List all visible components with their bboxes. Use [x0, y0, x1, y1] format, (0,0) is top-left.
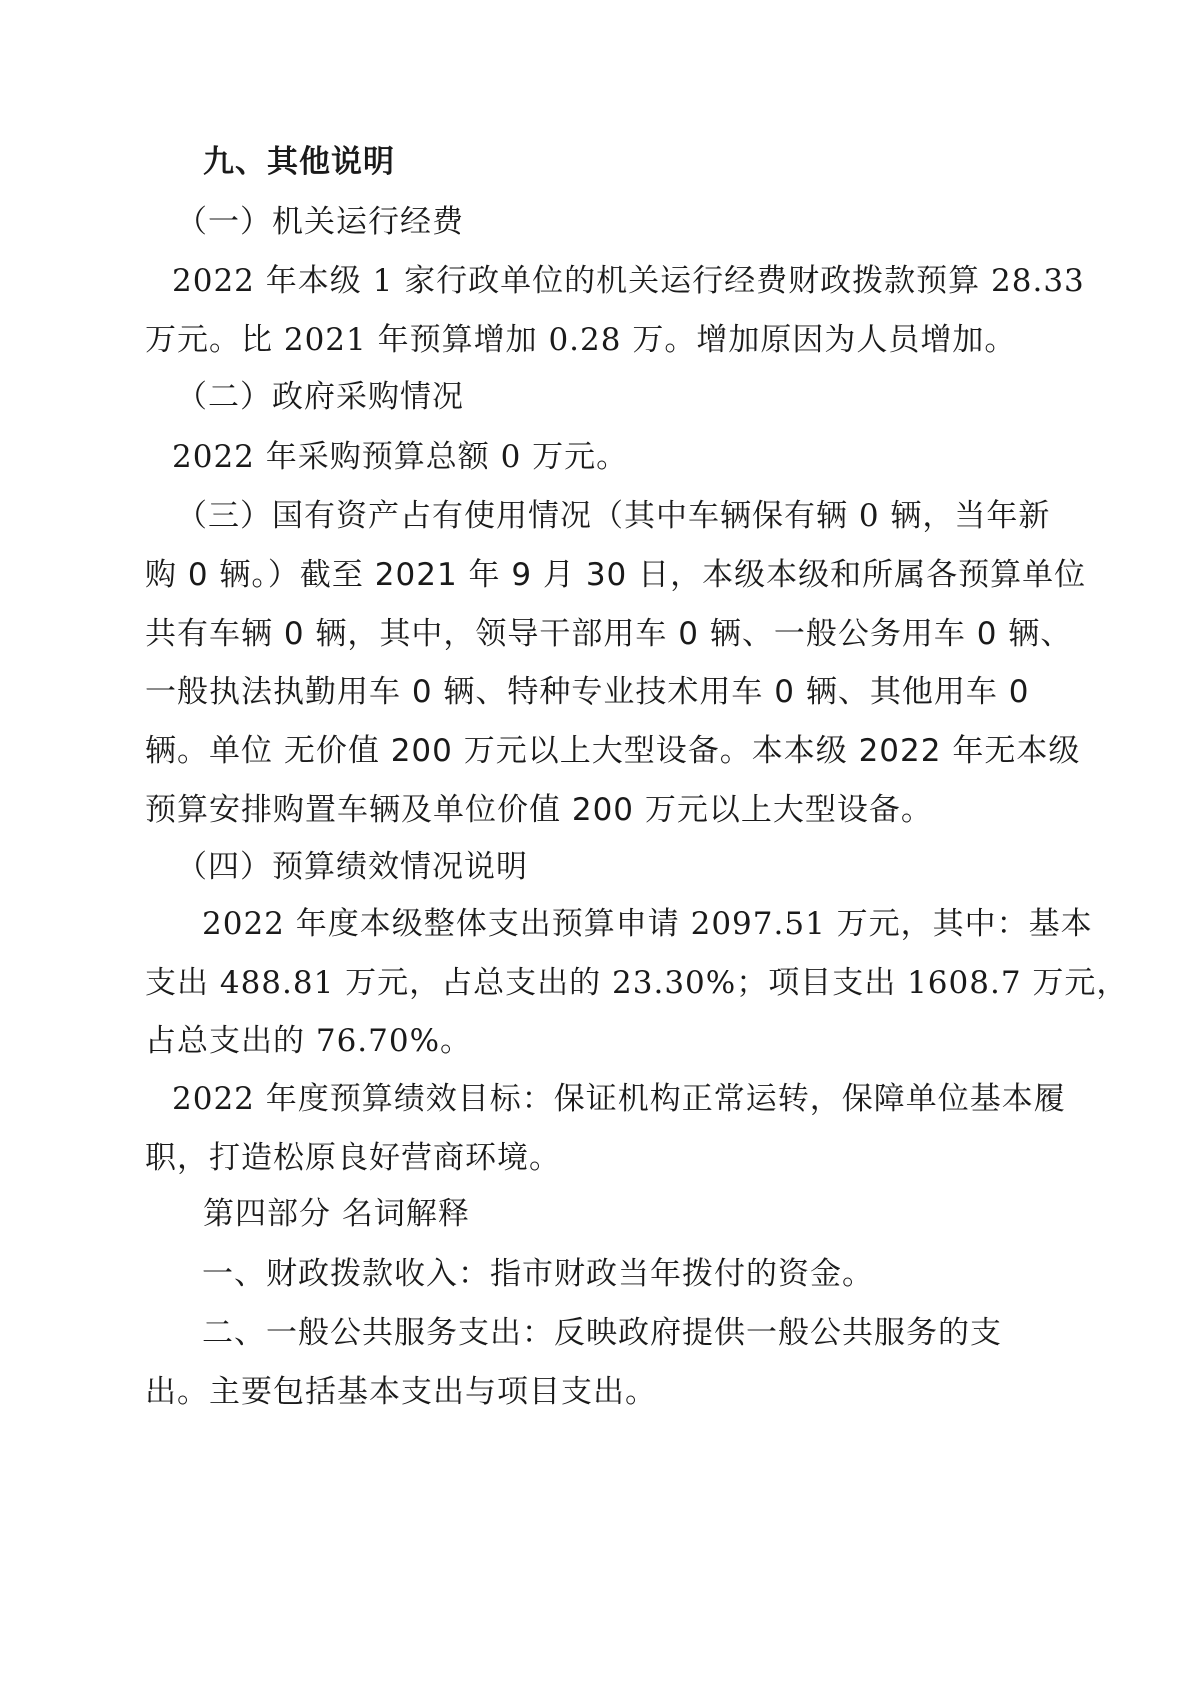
subsection-title: （一）机关运行经费 — [176, 204, 464, 240]
paragraph-line: 2022 年本级 1 家行政单位的机关运行经费财政拨款预算 28.33 — [172, 263, 1085, 299]
paragraph-line: 2022 年度本级整体支出预算申请 2097.51 万元，其中：基本 — [202, 906, 1093, 942]
paragraph-line: 辆。单位 无价值 200 万元以上大型设备。本本级 2022 年无本级 — [145, 733, 1081, 769]
paragraph-line: 支出 488.81 万元，占总支出的 23.30%；项目支出 1608.7 万元， — [145, 965, 1129, 1001]
paragraph-line: 一般执法执勤用车 0 辆、特种专业技术用车 0 辆、其他用车 0 — [145, 674, 1030, 710]
subsection-title: （二）政府采购情况 — [176, 379, 464, 415]
paragraph-line: 2022 年采购预算总额 0 万元。 — [172, 439, 629, 475]
paragraph-line: 2022 年度预算绩效目标：保证机构正常运转，保障单位基本履 — [172, 1081, 1066, 1117]
subsection-title: （四）预算绩效情况说明 — [176, 849, 528, 885]
paragraph-line: 预算安排购置车辆及单位价值 200 万元以上大型设备。 — [145, 792, 933, 828]
paragraph-line: 一、财政拨款收入：指市财政当年拨付的资金。 — [202, 1256, 874, 1292]
part-heading: 第四部分 名词解释 — [203, 1196, 470, 1232]
paragraph-line: 出。主要包括基本支出与项目支出。 — [145, 1374, 657, 1410]
section-heading: 九、其他说明 — [203, 144, 395, 180]
paragraph-line: 占总支出的 76.70%。 — [145, 1023, 473, 1059]
paragraph-line: （三）国有资产占有使用情况（其中车辆保有辆 0 辆，当年新 — [176, 498, 1051, 534]
paragraph-line: 万元。比 2021 年预算增加 0.28 万。增加原因为人员增加。 — [145, 322, 1017, 358]
paragraph-line: 购 0 辆。）截至 2021 年 9 月 30 日，本级本级和所属各预算单位 — [145, 557, 1087, 593]
paragraph-line: 二、一般公共服务支出：反映政府提供一般公共服务的支 — [202, 1315, 1002, 1351]
paragraph-line: 职，打造松原良好营商环境。 — [145, 1140, 561, 1176]
paragraph-line: 共有车辆 0 辆，其中，领导干部用车 0 辆、一般公务用车 0 辆、 — [145, 616, 1073, 652]
